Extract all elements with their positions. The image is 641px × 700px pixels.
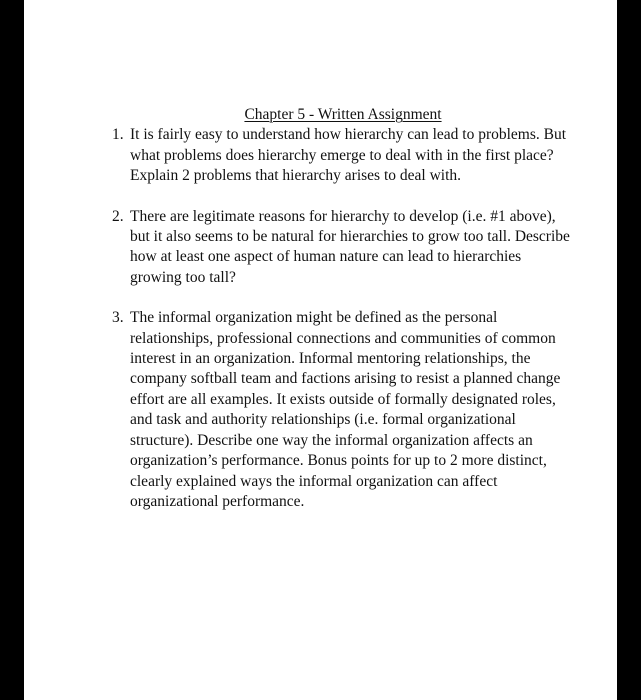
question-number: 3.: [112, 309, 124, 327]
question-text: The informal organization might be defined as the personal relationships, professional connections and communities of common interest in an organization. Informal mentoring relationships, the company softball team and factions arising to resist a planned change effort are all examples. It exists outside of formally designated roles, and task and authority relationships (i.e. formal organizational structure). Describe one way the informal organization affects an organization’s performance. Bonus points for up to 2 more distinct, clearly explained ways the informal organization can affect organizational performance.: [130, 309, 561, 510]
question-text: It is fairly easy to understand how hierarchy can lead to problems. But what problems does hierarchy emerge to deal with in the first place? Explain 2 problems that hierarchy arises to deal with.: [130, 126, 567, 185]
question-number: 2.: [112, 207, 124, 225]
question-number: 1.: [112, 126, 124, 144]
question-1: [112, 125, 572, 186]
question-2: [112, 207, 572, 289]
question-list: [112, 125, 572, 512]
document-title: Chapter 5 - Written Assignment: [244, 106, 442, 123]
document-content: [112, 105, 572, 512]
question-text: There are legitimate reasons for hierarchy to develop (i.e. #1 above), but it also seems to be natural for hierarchies to grow too tall. Describe how at least one aspect of human nature can lead to hierarchies growing too tall?: [130, 207, 570, 286]
document-page: [24, 0, 617, 700]
question-3: [112, 308, 572, 512]
